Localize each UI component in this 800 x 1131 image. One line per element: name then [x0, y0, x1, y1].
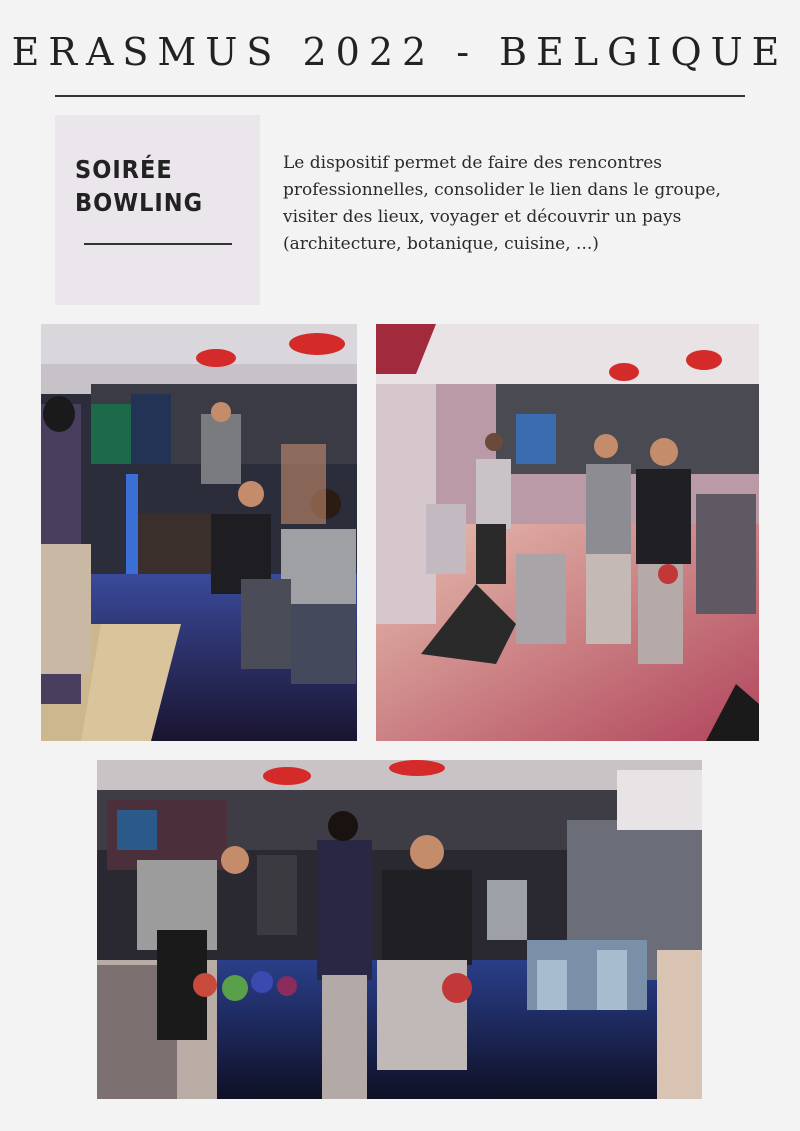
section-description: Le dispositif permet de faire des rencontres professionnelles, consolider le lien dans le groupe, visiter des lieux, voyager et découvrir un pays (architecture, botanique, cuisine, ...) [283, 153, 721, 254]
photo-bowling-seated [41, 324, 357, 741]
page-title: ERASMUS 2022 - BELGIQUE [11, 30, 789, 74]
section-title-divider [84, 243, 232, 245]
photo-bowling-standing [376, 324, 759, 741]
photo-bowling-ball-return [97, 760, 702, 1099]
section-box [55, 115, 260, 305]
title-divider [55, 95, 745, 97]
section-title: SOIRÉE BOWLING [75, 155, 204, 217]
